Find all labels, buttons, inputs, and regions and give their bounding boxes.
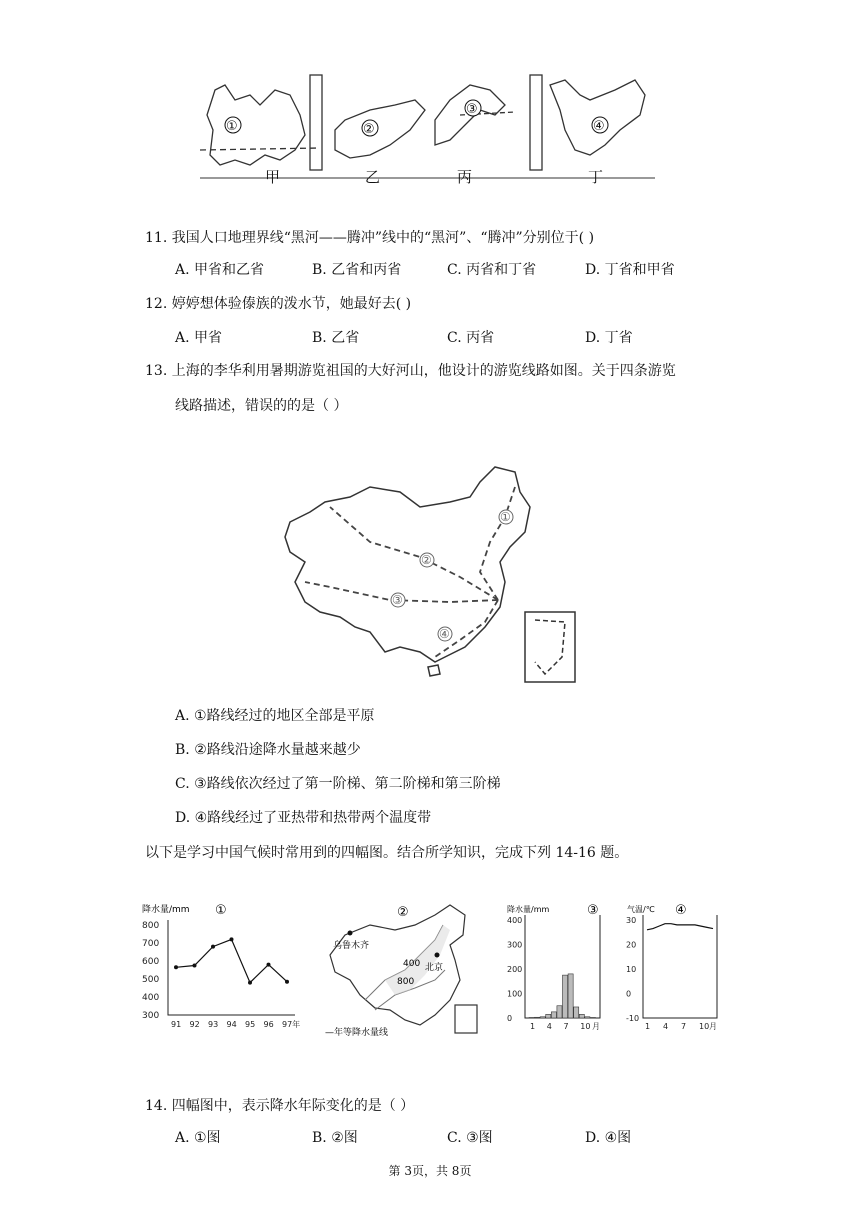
q14-option-b[interactable]: B. ②图	[312, 1130, 358, 1146]
intro-text: 以下是学习中国气候时常用到的四幅图。结合所学知识，完成下列 14-16 题。	[145, 845, 629, 861]
fig4-ytick: 10	[626, 965, 637, 974]
fig3-xtick: 10	[580, 1022, 591, 1031]
question-14-stem: 14. 四幅图中，表示降水年际变化的是（ ）	[145, 1098, 415, 1114]
fig1-ytick: 500	[142, 975, 160, 985]
fig1-point	[267, 963, 271, 967]
fig3-bar	[579, 1014, 584, 1018]
q11-option-d[interactable]: D. 丁省和甲省	[585, 262, 675, 278]
fig3-ytick: 100	[507, 989, 523, 999]
fig1-ytick: 800	[142, 921, 160, 931]
page-footer: 第 3页，共 8页	[388, 1164, 472, 1178]
fig1-point	[211, 945, 215, 949]
fig1-xtick: 96	[263, 1020, 274, 1029]
label-ding: 丁	[588, 168, 604, 185]
q13-option-c[interactable]: C. ③路线依次经过了第一阶梯、第二阶梯和第三阶梯	[175, 776, 501, 792]
q14-option-c[interactable]: C. ③图	[447, 1130, 493, 1146]
marker-4: ④	[593, 119, 605, 134]
question-11-stem: 11. 我国人口地理界线“黑河——腾冲”线中的“黑河”、“腾冲”分别位于( )	[145, 230, 595, 246]
divider-box-1	[310, 75, 322, 170]
fig4-series-line	[647, 924, 713, 930]
fig1-series-line	[176, 939, 287, 982]
q11-option-c[interactable]: C. 丙省和丁省	[447, 262, 537, 278]
fig4-xtick: 1	[645, 1022, 651, 1031]
fig3-bar	[540, 1017, 545, 1018]
china-outline	[285, 467, 530, 662]
beijing-dot	[435, 953, 440, 958]
figure-3-monthly-precip-bar-chart	[505, 900, 610, 1035]
fig3-xtick: 4	[546, 1022, 552, 1031]
q12-option-b[interactable]: B. 乙省	[312, 330, 360, 346]
q14-option-d[interactable]: D. ④图	[585, 1130, 632, 1146]
fig4-ytick: 0	[626, 989, 632, 999]
fig3-bar	[574, 1007, 579, 1018]
label-jia: 甲	[265, 168, 281, 185]
fig4-xtick: 7	[681, 1022, 687, 1031]
fig3-marker: ③	[587, 903, 599, 918]
fig1-marker: ①	[215, 903, 227, 918]
fig3-xtick: 7	[563, 1022, 569, 1031]
fig3-bar	[551, 1012, 556, 1018]
fig1-ylabel: 降水量/mm	[142, 905, 190, 915]
route-2	[330, 507, 498, 600]
marker-1: ①	[226, 119, 238, 134]
fig3-ytick: 400	[507, 916, 523, 925]
fig4-axis	[643, 915, 717, 1018]
fig1-point	[174, 965, 178, 969]
fig4-xtick: 10	[699, 1022, 710, 1031]
divider-box-2	[530, 75, 542, 170]
fig1-xtick: 97年	[282, 1020, 301, 1029]
fig1-point	[248, 981, 252, 985]
fig1-axis	[168, 920, 295, 1015]
urumqi-dot	[348, 931, 353, 936]
question-12-stem: 12. 婷婷想体验傣族的泼水节，她最好去( )	[145, 296, 412, 312]
q11-option-a[interactable]: A. 甲省和乙省	[175, 262, 265, 278]
fig1-xtick: 93	[208, 1020, 219, 1029]
fig4-xtick: 月	[709, 1022, 717, 1031]
fig2-iso-800: 800	[397, 977, 415, 987]
fig1-ytick: 400	[142, 993, 160, 1003]
fig4-ytick: 30	[626, 916, 637, 925]
q12-option-a[interactable]: A. 甲省	[175, 330, 223, 346]
fig1-point	[230, 937, 234, 941]
fig2-china-outline	[330, 905, 465, 1025]
fig1-ytick: 700	[142, 939, 160, 949]
fig1-xtick: 91	[171, 1020, 182, 1029]
figure-1-precip-line-chart	[140, 900, 305, 1035]
fig4-ytick: -10	[626, 1014, 640, 1023]
fig3-xtick: 月	[592, 1022, 600, 1031]
route-marker-2: ②	[421, 553, 432, 567]
province-yi-outline	[335, 100, 425, 158]
fig3-bar	[546, 1014, 551, 1018]
marker-3: ③	[466, 102, 478, 117]
province-outlines-figure	[195, 70, 665, 185]
fig3-bar	[568, 974, 573, 1018]
province-jia-outline	[207, 85, 305, 165]
fig3-ytick: 300	[507, 940, 523, 950]
question-13-stem-line1: 13. 上海的李华利用暑期游览祖国的大好河山，他设计的游览线路如图。关于四条游览	[145, 363, 676, 379]
fig4-marker: ④	[675, 903, 687, 918]
route-marker-1: ①	[500, 510, 511, 524]
fig1-xtick: 92	[189, 1020, 200, 1029]
fig3-ylabel: 降水量/mm	[507, 905, 550, 914]
figure-4-monthly-temperature-chart	[625, 900, 725, 1035]
figure-2-isohyet-map	[325, 900, 490, 1040]
q13-option-b[interactable]: B. ②路线沿途降水量越来越少	[175, 742, 361, 758]
south-china-sea-inset	[525, 612, 575, 682]
fig2-city-beijing: 北京	[425, 963, 444, 973]
label-bing: 丙	[457, 168, 473, 185]
inset-dashed-boundary	[535, 620, 565, 674]
fig3-bar	[557, 1006, 562, 1018]
route-marker-3: ③	[392, 593, 403, 607]
label-yi: 乙	[365, 168, 381, 185]
fig2-iso-400: 400	[403, 959, 421, 969]
fig1-ytick: 600	[142, 957, 160, 967]
province-jia-dashed-line	[200, 148, 320, 150]
marker-2: ②	[363, 122, 375, 137]
fig3-bar	[585, 1017, 590, 1018]
q12-option-c[interactable]: C. 丙省	[447, 330, 495, 346]
china-route-map	[270, 462, 580, 687]
fig3-bar	[563, 975, 568, 1018]
fig1-point	[193, 964, 197, 968]
fig2-inset	[455, 1005, 477, 1033]
fig1-ytick: 300	[142, 1011, 160, 1021]
fig2-city-urumqi: 乌鲁木齐	[333, 941, 370, 951]
fig4-ylabel: 气温/℃	[627, 905, 655, 914]
fig2-marker: ②	[397, 905, 409, 920]
fig3-xtick: 1	[530, 1022, 536, 1031]
q13-option-a[interactable]: A. ①路线经过的地区全部是平原	[175, 708, 375, 724]
q14-option-a[interactable]: A. ①图	[175, 1130, 221, 1146]
fig1-point	[285, 980, 289, 984]
fig3-bar	[535, 1017, 540, 1018]
fig4-xtick: 4	[663, 1022, 669, 1031]
question-13-stem-line2: 线路描述，错误的的是（ ）	[175, 398, 348, 414]
fig3-ytick: 200	[507, 965, 523, 974]
fig1-xtick: 95	[245, 1020, 256, 1029]
q11-option-b[interactable]: B. 乙省和丙省	[312, 262, 402, 278]
route-marker-4: ④	[439, 627, 450, 641]
fig1-xtick: 94	[226, 1020, 237, 1029]
fig4-ytick: 20	[626, 940, 637, 950]
fig3-ytick: 0	[507, 1014, 513, 1023]
hainan-island	[428, 665, 440, 676]
q12-option-d[interactable]: D. 丁省	[585, 330, 633, 346]
route-1	[480, 487, 515, 600]
q13-option-d[interactable]: D. ④路线经过了亚热带和热带两个温度带	[175, 810, 432, 826]
fig2-legend: —年等降水量线	[325, 1028, 389, 1038]
